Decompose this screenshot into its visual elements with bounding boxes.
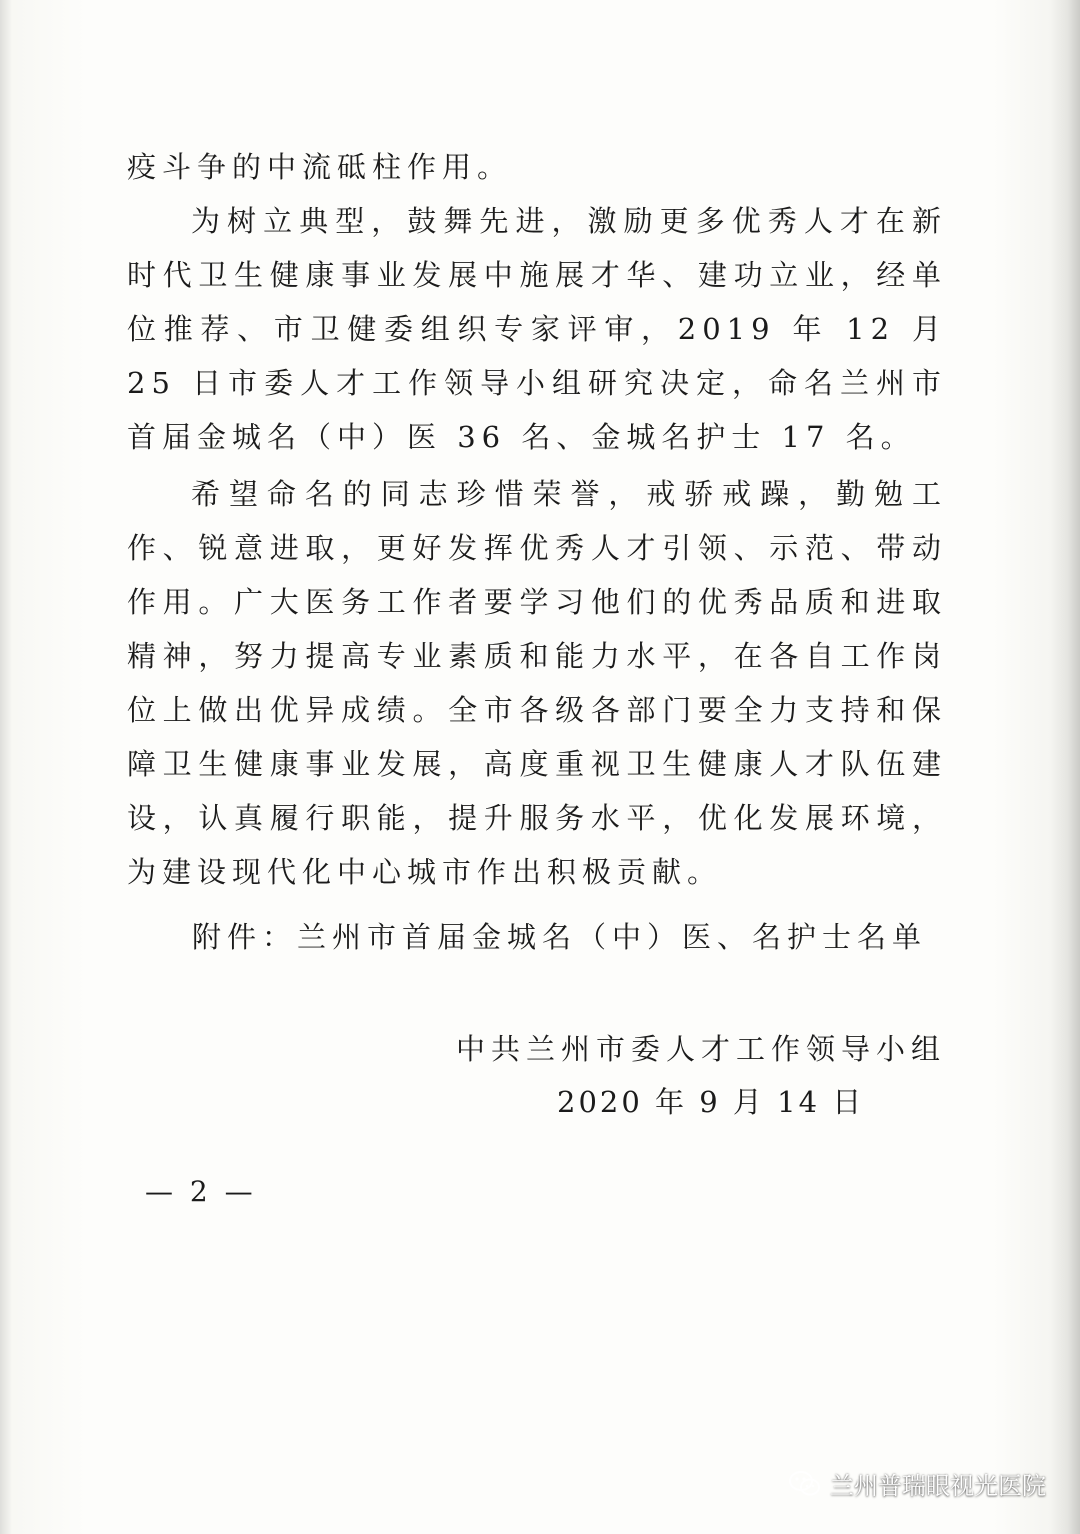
watermark-text: 兰州普瑞眼视光医院 bbox=[830, 1472, 1046, 1500]
signature-date: 2020 年 9 月 14 日 bbox=[557, 1085, 865, 1119]
page-number: — 2 — bbox=[145, 1175, 257, 1208]
wechat-icon bbox=[788, 1469, 822, 1499]
watermark bbox=[788, 1466, 1046, 1501]
paragraph-expectation: 希望命名的同志珍惜荣誉，戒骄戒躁，勤勉工作、锐意进取，更好发挥优秀人才引领、示范、带动作用。广大医务工作者要学习他们的优秀品质和进取精神，努力提高专业素质和能力水平，在各自工作岗位上做出优异成绩。全市各级各部门要全力支持和保障卫生健康事业发展，高度重视卫生健康人才队伍建设，认真履行职能，提升服务水平，优化发展环境，为建设现代化中心城市作出积极贡献。 bbox=[127, 477, 947, 889]
page-shadow-left bbox=[0, 0, 12, 1534]
signature-organization: 中共兰州市委人才工作领导小组 bbox=[456, 1032, 947, 1066]
page-shadow-right bbox=[1050, 0, 1080, 1534]
attachment-line: 附件：兰州市首届金城名（中）医、名护士名单 bbox=[192, 920, 928, 954]
paragraph-decision: 为树立典型，鼓舞先进，激励更多优秀人才在新时代卫生健康事业发展中施展才华、建功立业，经单位推荐、市卫健委组织专家评审，2019 年 12 月 25 日市委人才工作领导小组研究决定，命名兰州市首届金城名（中）医 36 名、金城名护士 17 名。 bbox=[127, 204, 947, 454]
paragraph-continuation: 疫斗争的中流砥柱作用。 bbox=[127, 150, 513, 184]
